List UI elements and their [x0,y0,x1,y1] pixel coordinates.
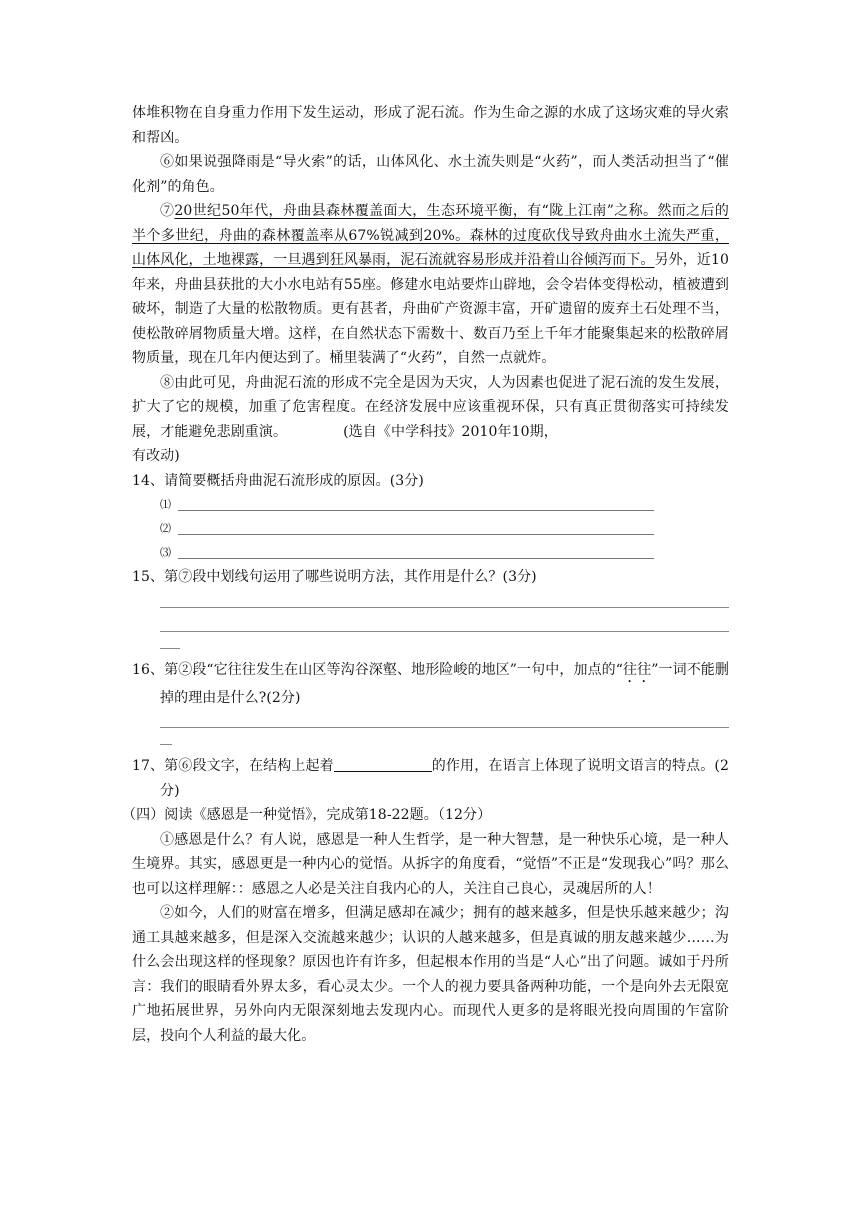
question-17-text-before: 17、第⑥段文字，在结构上起着 [132,758,334,774]
section-4-paragraph-2: ②如今，人们的财富在增多，但满足感却在减少；拥有的越来越多，但是快乐越来越少；沟通工具越来越多，但是深入交流越来越少；认识的人越来越多，但是真诚的朋友越来越少……为什么会出现这样的怪现象？原因也许有许多，但起根本作用的当是“人心”出了问题。诚如于丹所言：我们的眼睛看外界太多，看心灵太少。一个人的视力要具备两种功能，一个是向外去无限宽广地拓展世界，另外向内无限深刻地去发现内心。而现代人更多的是将眼光投向周围的乍富阶层，投向个人利益的最大化。 [132,905,729,1044]
passage-paragraph-8 [132,371,729,445]
question-16-text-before: 16、第②段“它往往发生在山区等沟谷深壑、地形险峻的地区”一句中，加点的“ [132,661,624,678]
question-17-text-after: 的作用，在语言上体现了说明文语言的特点。(2分) [160,758,729,799]
passage-paragraph-continued: 体堆积物在自身重力作用下发生运动，形成了泥石流。作为生命之源的水成了这场灾难的导火索和帮凶。 [132,105,729,146]
question-15: 15、第⑦段中划线句运用了哪些说明方法，其作用是什么？(3分) [132,569,537,585]
paragraph-7-marker: ⑦ [160,203,175,219]
answer-line-16-stub [160,734,729,754]
dotted-word: 往往 [623,661,652,678]
answer-line-15-2[interactable] [160,614,729,638]
answer-line-15-1[interactable] [160,590,729,614]
answer-line-15-stub [160,638,729,658]
underlined-sentence: 20世纪50年代，舟曲县森林覆盖面大，生态环境平衡，有“陇上江南”之称。然而之后的半个多世纪，舟曲的森林覆盖率从67%锐减到20%。森林的过度砍伐导致舟曲水土流失严重，山体风化，土地裸露，一旦遇到狂风暴雨，泥石流就容易形成并沿着山谷倾泻而下。 [132,203,729,268]
answer-number: ⑶ [160,546,172,559]
question-17 [132,754,729,803]
source-citation: (选自《中学科技》2010年10期， [343,423,558,440]
section-4-paragraph-1: ①感恩是什么？有人说，感恩是一种人生哲学，是一种大智慧，是一种快乐心境，是一种人生境界。其实，感恩更是一种内心的觉悟。从拆字的角度看，“觉悟”不正是“发现我心”吗？那么也可以这样理解：：感恩之人必是关注自我内心的人，关注自己良心，灵魂居所的人！ [132,831,729,897]
answer-line-14-3[interactable] [160,541,729,565]
source-citation-end: 有改动) [132,448,180,464]
section-4-heading: （四）阅读《感恩是一种觉悟》，完成第18-22题。（12分） [122,807,492,823]
question-16 [132,658,729,711]
paragraph-8-main: ⑧由此可见，舟曲泥石流的形成不完全是因为天灾，人为因素也促进了泥石流的发生发展，扩大了它的规模，加重了危害程度。在经济发展中应该重视环保，只有真正贯彻落实可持续发展，才能避免悲剧重演。 [132,374,729,440]
answer-number: ⑵ [160,522,172,535]
answer-line-14-2[interactable] [160,517,729,541]
answer-number: ⑴ [160,498,172,511]
fill-in-blank-17[interactable] [334,757,432,772]
question-14: 14、请简要概括舟曲泥石流形成的原因。(3分) [132,472,424,489]
passage-paragraph-6: ⑥如果说强降雨是“导火索”的话，山体风化、水土流失则是“火药”，而人类活动担当了“催化剂”的角色。 [132,154,729,195]
question-16-text-after: ”一词不能删掉的理由是什么?(2分) [160,661,729,706]
document-content [122,101,729,1048]
answer-line-14-1[interactable] [160,493,729,517]
paragraph-7-rest: 另外，近10年来，舟曲县获批的大小水电站有55座。修建水电站要炸山辟地，会令岩体变得松动，植被遭到破坏，制造了大量的松散物质。更有甚者，舟曲矿产资源丰富，开矿遗留的废弃土石处理不当，使松散碎屑物质量大增。这样，在自然状态下需数十、数百乃至上千年才能聚集起来的松散碎屑物质量，现在几年内便达到了。桶里装满了“火药”，自然一点就炸。 [132,252,729,366]
passage-paragraph-7 [132,199,729,371]
answer-line-16-1[interactable] [160,710,729,734]
